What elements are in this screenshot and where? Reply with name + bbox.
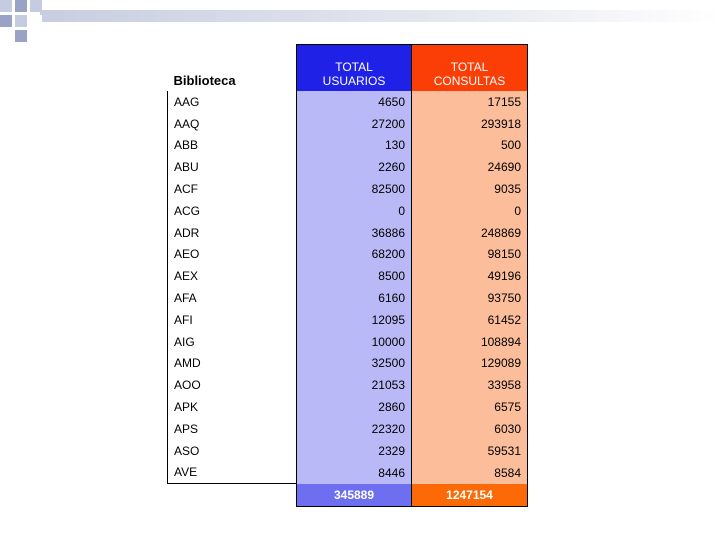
total-users-cell: 345889 <box>297 484 412 506</box>
library-stats-table <box>167 44 528 507</box>
users-cell: 82500 <box>297 178 412 200</box>
table-row <box>168 287 528 309</box>
library-code-cell: AAG <box>168 91 297 113</box>
table-row <box>168 135 528 157</box>
table-row <box>168 309 528 331</box>
table-row <box>168 374 528 396</box>
users-cell: 2260 <box>297 156 412 178</box>
library-code-cell: AFI <box>168 309 297 331</box>
table-row <box>168 462 528 484</box>
library-code-cell: AAQ <box>168 113 297 135</box>
table-row <box>168 91 528 113</box>
queries-cell: 61452 <box>412 309 528 331</box>
users-cell: 32500 <box>297 353 412 375</box>
users-cell: 2860 <box>297 396 412 418</box>
users-cell: 4650 <box>297 91 412 113</box>
table-row <box>168 331 528 353</box>
users-cell: 8500 <box>297 265 412 287</box>
users-cell: 27200 <box>297 113 412 135</box>
users-cell: 0 <box>297 200 412 222</box>
queries-cell: 248869 <box>412 222 528 244</box>
users-cell: 36886 <box>297 222 412 244</box>
table-row <box>168 244 528 266</box>
queries-cell: 293918 <box>412 113 528 135</box>
totals-row <box>168 484 528 506</box>
table-row <box>168 222 528 244</box>
library-code-cell: ABB <box>168 135 297 157</box>
queries-cell: 98150 <box>412 244 528 266</box>
table-header-row <box>168 45 528 92</box>
queries-cell: 108894 <box>412 331 528 353</box>
queries-cell: 49196 <box>412 265 528 287</box>
queries-cell: 17155 <box>412 91 528 113</box>
users-cell: 22320 <box>297 418 412 440</box>
library-code-cell: APK <box>168 396 297 418</box>
queries-cell: 6575 <box>412 396 528 418</box>
queries-cell: 59531 <box>412 440 528 462</box>
library-code-cell: ACF <box>168 178 297 200</box>
header-total-users: TOTAL USUARIOS <box>297 45 412 92</box>
users-cell: 12095 <box>297 309 412 331</box>
totals-blank-cell <box>168 484 297 506</box>
library-code-cell: ADR <box>168 222 297 244</box>
queries-cell: 0 <box>412 200 528 222</box>
library-code-cell: ACG <box>168 200 297 222</box>
library-code-cell: AFA <box>168 287 297 309</box>
users-cell: 6160 <box>297 287 412 309</box>
queries-cell: 500 <box>412 135 528 157</box>
queries-cell: 8584 <box>412 462 528 484</box>
slide-header-decoration <box>0 0 720 45</box>
table-row <box>168 440 528 462</box>
queries-cell: 33958 <box>412 374 528 396</box>
queries-cell: 24690 <box>412 156 528 178</box>
users-cell: 68200 <box>297 244 412 266</box>
table-row <box>168 113 528 135</box>
library-code-cell: AVE <box>168 462 297 484</box>
library-code-cell: ABU <box>168 156 297 178</box>
header-library: Biblioteca <box>168 45 297 92</box>
users-cell: 8446 <box>297 462 412 484</box>
library-code-cell: APS <box>168 418 297 440</box>
users-cell: 10000 <box>297 331 412 353</box>
library-code-cell: AMD <box>168 353 297 375</box>
library-code-cell: AIG <box>168 331 297 353</box>
total-queries-cell: 1247154 <box>412 484 528 506</box>
queries-cell: 129089 <box>412 353 528 375</box>
library-code-cell: AEX <box>168 265 297 287</box>
library-code-cell: AEO <box>168 244 297 266</box>
users-cell: 130 <box>297 135 412 157</box>
table-row <box>168 200 528 222</box>
queries-cell: 93750 <box>412 287 528 309</box>
queries-cell: 6030 <box>412 418 528 440</box>
users-cell: 2329 <box>297 440 412 462</box>
users-cell: 21053 <box>297 374 412 396</box>
header-gradient-bar <box>40 10 720 22</box>
queries-cell: 9035 <box>412 178 528 200</box>
header-total-queries: TOTAL CONSULTAS <box>412 45 528 92</box>
library-code-cell: ASO <box>168 440 297 462</box>
table-row <box>168 265 528 287</box>
table-row <box>168 156 528 178</box>
table-row <box>168 353 528 375</box>
table-row <box>168 178 528 200</box>
table-row <box>168 418 528 440</box>
table-row <box>168 396 528 418</box>
library-code-cell: AOO <box>168 374 297 396</box>
